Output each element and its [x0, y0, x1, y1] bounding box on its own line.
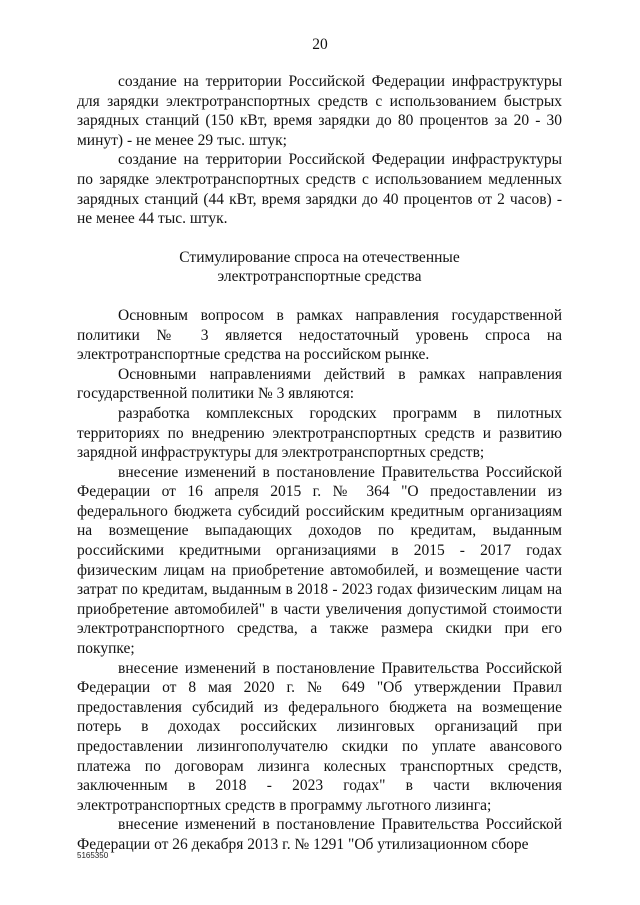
paragraph-slow-charging: создание на территории Российской Федерации инфраструктуры по зарядке электротранспортных средств с использованием медленных зарядных станций (44 кВт, время зарядки до 40 процентов от 2 часов) - не менее 44 тыс. штук. — [77, 151, 562, 228]
paragraph-resolution-1291: внесение изменений в постановление Правительства Российской Федерации от 26 декабря 2013 г. № 1291 "Об утилизационном сборе — [77, 816, 562, 853]
paragraph-fast-charging: создание на территории Российской Федерации инфраструктуры для зарядки электротранспортных средств с использованием быстрых зарядных станций (150 кВт, время зарядки до 80 процентов за 20 - 30 минут) - не менее 29 тыс. штук; — [77, 73, 562, 149]
section-heading-line-2: электротранспортные средства — [217, 268, 422, 286]
page-number: 20 — [312, 36, 328, 53]
section-heading — [77, 248, 562, 287]
document-code: 5165350 — [77, 851, 109, 860]
paragraph-resolution-364: внесение изменений в постановление Правительства Российской Федерации от 16 апреля 2015 г. № 364 "О предоставлении из федерального бюджета субсидий российским кредитным организациям на возмещение выпадающих доходов по кредитам, выданным российскими кредитными организациями в 2015 - 2017 годах физическим лицам на приобретение автомобилей, и возмещение части затрат по кредитам, выданным в 2018 - 2023 годах физическим лицам на приобретение автомобилей" в части увеличения допустимой стоимости электротранспортного средства, а также размера скидки при его покупке; — [77, 463, 562, 658]
paragraph-directions-intro: Основными направлениями действий в рамках направления государственной политики № 3 являются: — [77, 365, 562, 403]
document-body — [77, 72, 562, 855]
paragraph-city-programs: разработка комплексных городских программ в пилотных территориях по внедрению электротранспортных средств и развитию зарядной инфраструктуры для электротранспортных средств; — [77, 404, 562, 462]
paragraph-main-issue: Основным вопросом в рамках направления государственной политики № 3 является недостаточный уровень спроса на электротранспортные средства на российском рынке. — [77, 306, 562, 364]
paragraph-resolution-649: внесение изменений в постановление Правительства Российской Федерации от 8 мая 2020 г. № 649 "Об утверждении Правил предоставления субсидий из федерального бюджета на возмещение потерь в доходах российских лизинговых организаций при предоставлении лизингополучателю скидки по уплате авансового платежа по договорам лизинга колесных транспортных средств, заключенным в 2018 - 2023 годах" в части включения электротранспортных средств в программу льготного лизинга; — [77, 659, 562, 814]
section-heading-line-1: Стимулирование спроса на отечественные — [179, 248, 460, 266]
